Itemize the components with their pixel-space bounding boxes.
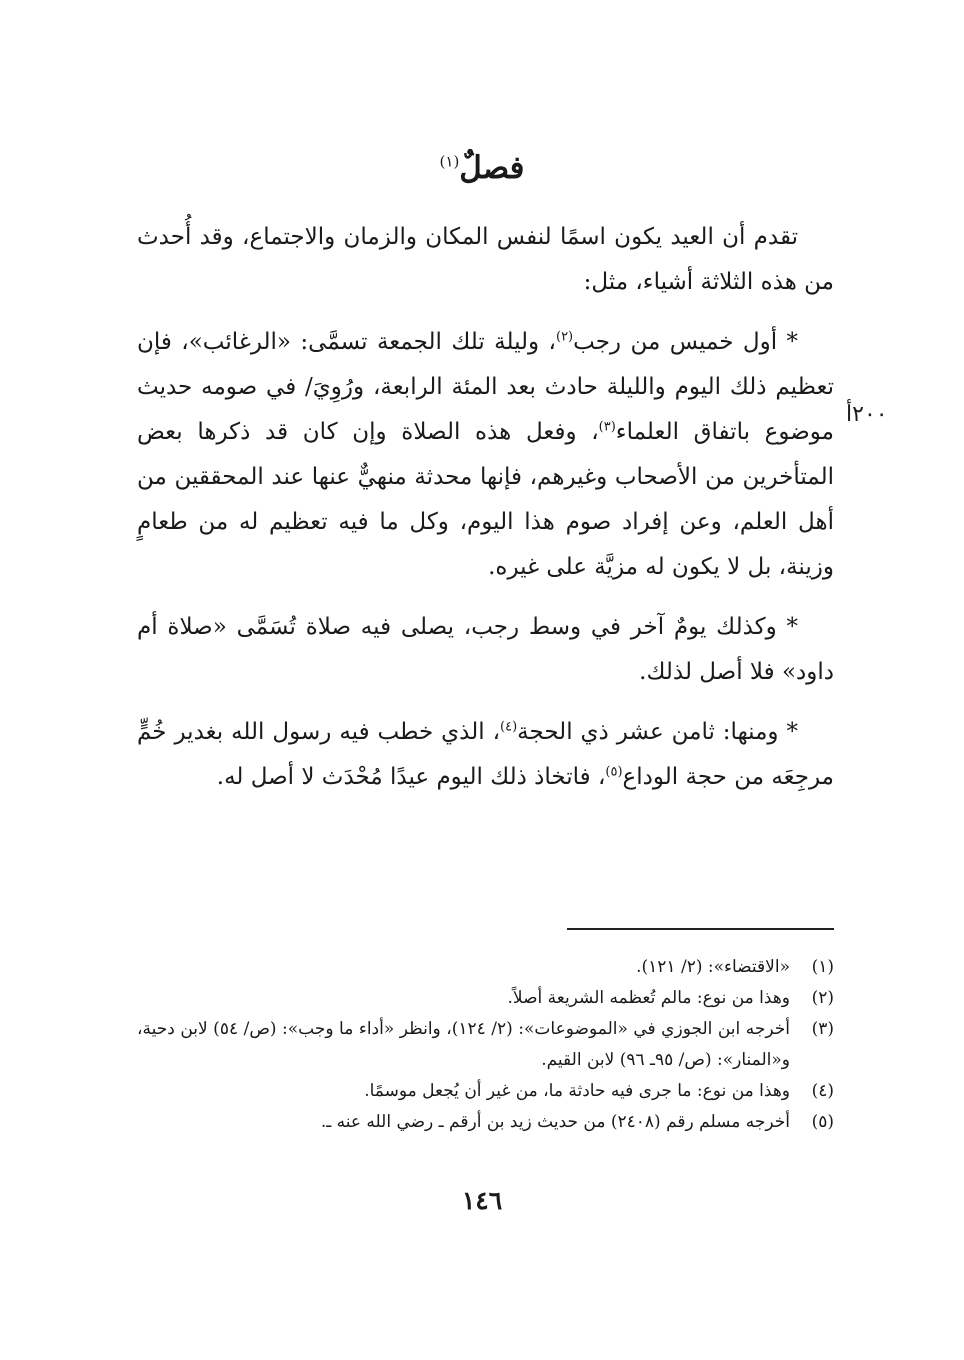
footnote	[137, 1076, 834, 1107]
footnote-ref: (٣)	[598, 419, 616, 435]
footnote	[137, 1107, 834, 1138]
paragraph-text: * أول خميس من رجب	[573, 329, 798, 355]
paragraph-intro: تقدم أن العيد يكون اسمًا لنفس المكان والزمان والاجتماع، وقد أُحدث من هذه الثلاثة أشياء، مثل:	[137, 224, 834, 295]
page-number: ١٤٦	[461, 1186, 503, 1215]
footnotes	[137, 952, 834, 1138]
paragraph-text: ، فاتخاذ ذلك اليوم عيدًا مُحْدَث لا أصل له.	[216, 764, 606, 790]
footnote-ref: (١)	[439, 152, 460, 171]
footnote-number: (٤)	[811, 1081, 834, 1101]
footnote-text: «الاقتضاء»: (٢/ ١٢١).	[636, 957, 790, 977]
footnote-number: (٢)	[811, 988, 834, 1008]
footnote-ref: (٥)	[605, 764, 623, 780]
footnote-text: وهذا من نوع: مالم تُعظمه الشريعة أصلاً.	[507, 988, 790, 1008]
footnote-divider	[567, 928, 834, 930]
footnote-text: أخرجه مسلم رقم (٢٤٠٨) من حديث زيد بن أرقم ـ رضي الله عنه ـ.	[320, 1112, 790, 1132]
manuscript-folio-note: ٢٠٠أ	[846, 402, 888, 427]
paragraph-text: ، وفعل هذه الصلاة وإن كان قد ذكرها بعض المتأخرين من الأصحاب وغيرهم، فإنها محدثة منهيٌّ عنها عند المحققين من أهل العلم، وعن إفراد صوم هذا اليوم، وكل ما فيه تعظيم له من طعامٍ وزينة، بل لا يكون له مزيَّة على غيره.	[137, 419, 834, 580]
paragraph-raghaib	[137, 320, 834, 590]
main-text	[137, 215, 834, 815]
paragraph-text: ، وليلة تلك الجمعة تسمَّى: «الرغائب»، فإن تعظيم ذلك اليوم والليلة حادث بعد المئة الرابعة، ورُوِيَ/ في صومه حديث موضوع باتفاق العلماء	[137, 329, 834, 445]
footnote-text: وهذا من نوع: ما جرى فيه حادثة ما، من غير أن يُجعل موسمًا.	[364, 1081, 790, 1101]
paragraph-text: * ومنها: ثامن عشر ذي الحجة	[517, 719, 798, 745]
section-title-text: فصلٌ	[459, 150, 525, 186]
footnote	[137, 983, 834, 1014]
paragraph-text: ، الذي خطب فيه رسول الله بغدير خُمٍّ مرجِعَه من حجة الوداع	[137, 719, 834, 790]
footnote	[137, 1014, 834, 1076]
footnote-number: (٥)	[811, 1112, 834, 1132]
footnote-number: (١)	[811, 957, 834, 977]
footnote-ref: (٤)	[500, 719, 518, 735]
section-title	[0, 150, 964, 186]
paragraph-dawud: * وكذلك يومٌ آخر في وسط رجب، يصلى فيه صلاة تُسَمَّى «صلاة أم داود» فلا أصل لذلك.	[137, 614, 834, 685]
footnote-number: (٣)	[811, 1019, 834, 1039]
paragraph-ghadir	[137, 710, 834, 800]
footnote-text: أخرجه ابن الجوزي في «الموضوعات»: (٢/ ١٢٤)، وانظر «أداء ما وجب»: (ص/ ٥٤) لابن دحية، و«المنار»: (ص/ ٩٥ـ ٩٦) لابن القيم.	[137, 1019, 790, 1070]
footnote-ref: (٢)	[555, 329, 574, 345]
footnote	[137, 952, 834, 983]
